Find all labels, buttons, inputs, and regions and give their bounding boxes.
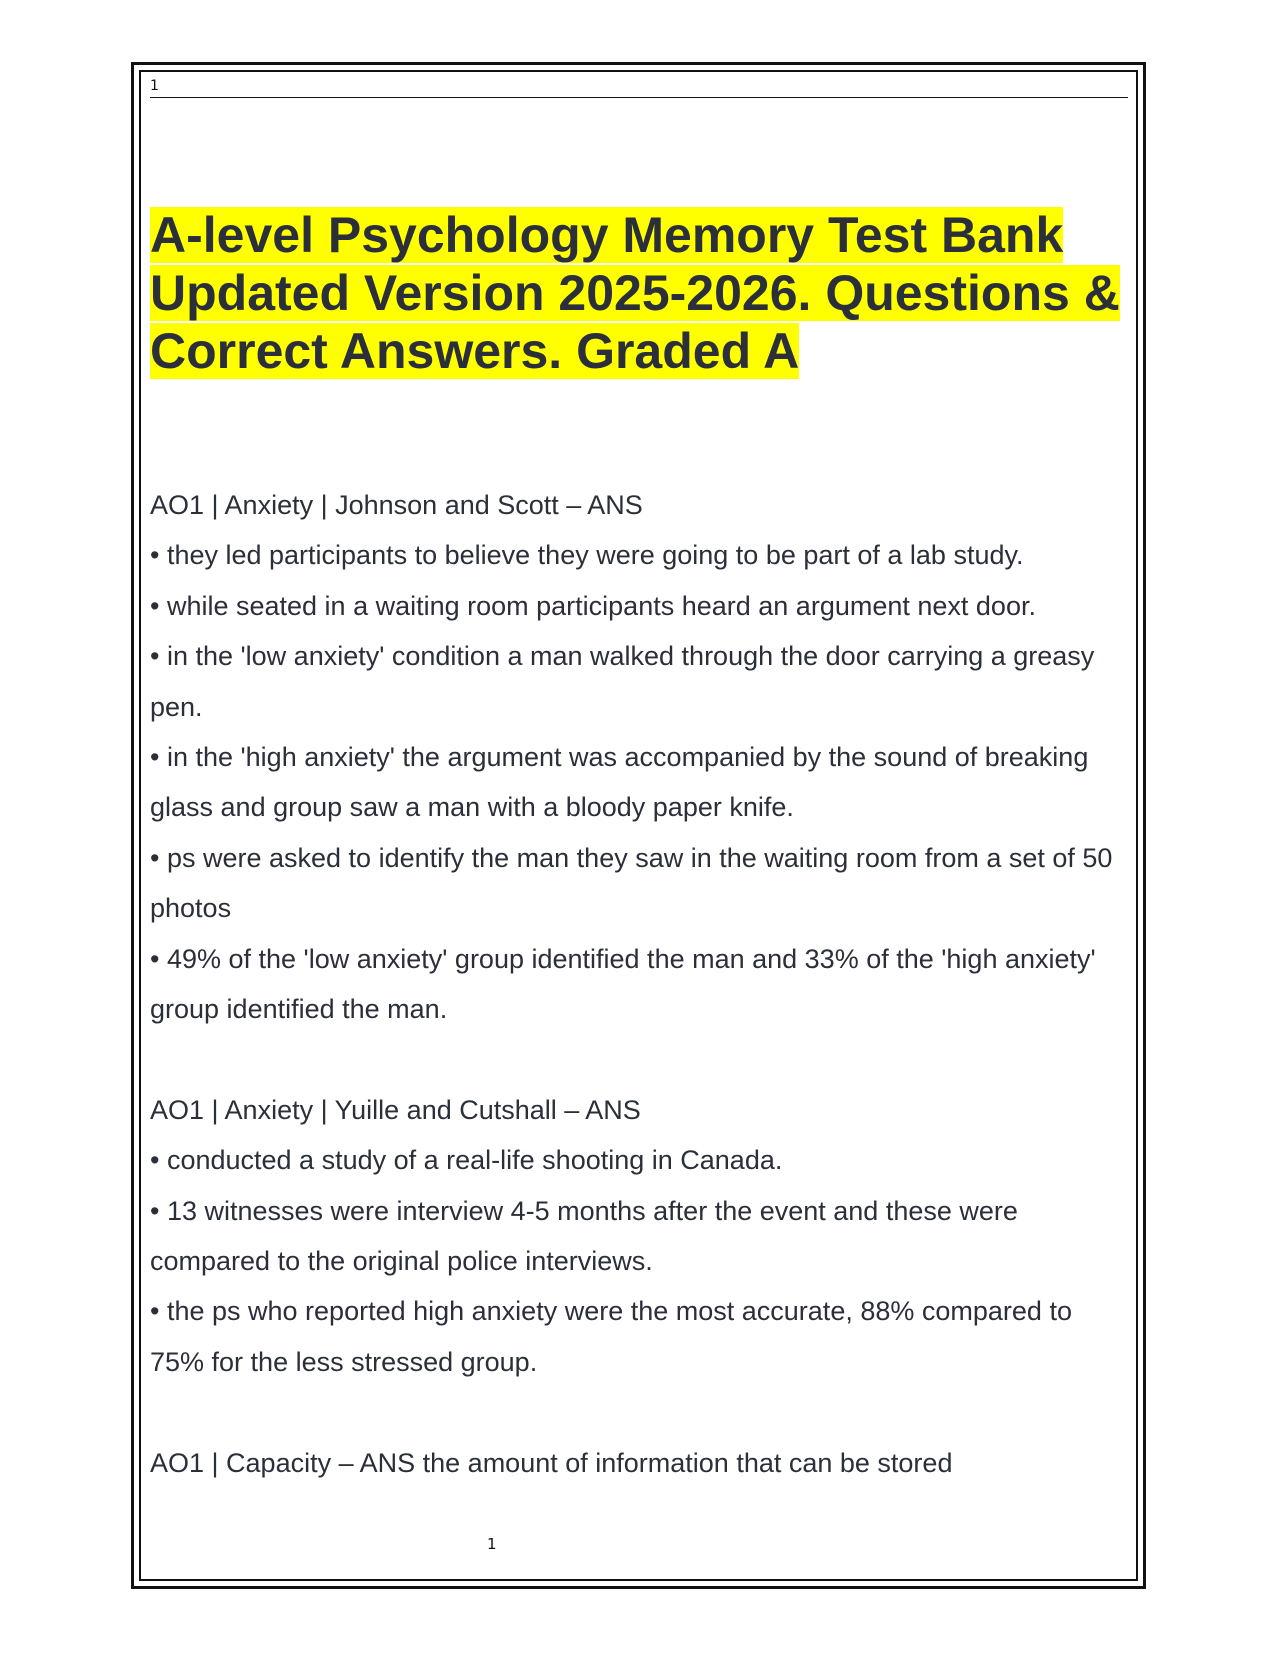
header-page-number: 1 (150, 78, 159, 94)
bullet-line: • in the 'high anxiety' the argument was accompanied by the sound of breaking glass and group saw a man with a bloody paper knife. (150, 742, 1089, 823)
section-heading: AO1 | Anxiety | Yuille and Cutshall – ANS (150, 1094, 641, 1125)
header-divider (150, 97, 1128, 98)
bullet-line: • conducted a study of a real-life shooting in Canada. (150, 1145, 783, 1176)
section-heading: AO1 | Capacity – ANS the amount of information that can be stored (150, 1447, 953, 1478)
bullet-line: • 49% of the 'low anxiety' group identified the man and 33% of the 'high anxiety' group identified the man. (150, 943, 1096, 1025)
document-body (150, 480, 1130, 1488)
paragraph-spacer (150, 1034, 1130, 1084)
footer-page-number: 1 (487, 1535, 497, 1553)
bullet-line: • in the 'low anxiety' condition a man walked through the door carrying a greasy pen. (150, 641, 1095, 722)
document-title (150, 206, 1135, 380)
bullet-line: • 13 witnesses were interview 4-5 months after the event and these were compared to the original police interviews. (150, 1195, 1018, 1277)
bullet-line: • while seated in a waiting room participants heard an argument next door. (150, 590, 1036, 621)
bullet-line: • the ps who reported high anxiety were the most accurate, 88% compared to 75% for the less stressed group. (150, 1296, 1072, 1377)
bullet-line: • they led participants to believe they were going to be part of a lab study. (150, 540, 1024, 571)
bullet-line: • ps were asked to identify the man they saw in the waiting room from a set of 50 photos (150, 842, 1113, 924)
paragraph-spacer (150, 1387, 1130, 1437)
title-highlight: A-level Psychology Memory Test Bank Updated Version 2025-2026. Questions & Correct Answers. Graded A (150, 207, 1120, 379)
section-heading: AO1 | Anxiety | Johnson and Scott – ANS (150, 490, 643, 520)
